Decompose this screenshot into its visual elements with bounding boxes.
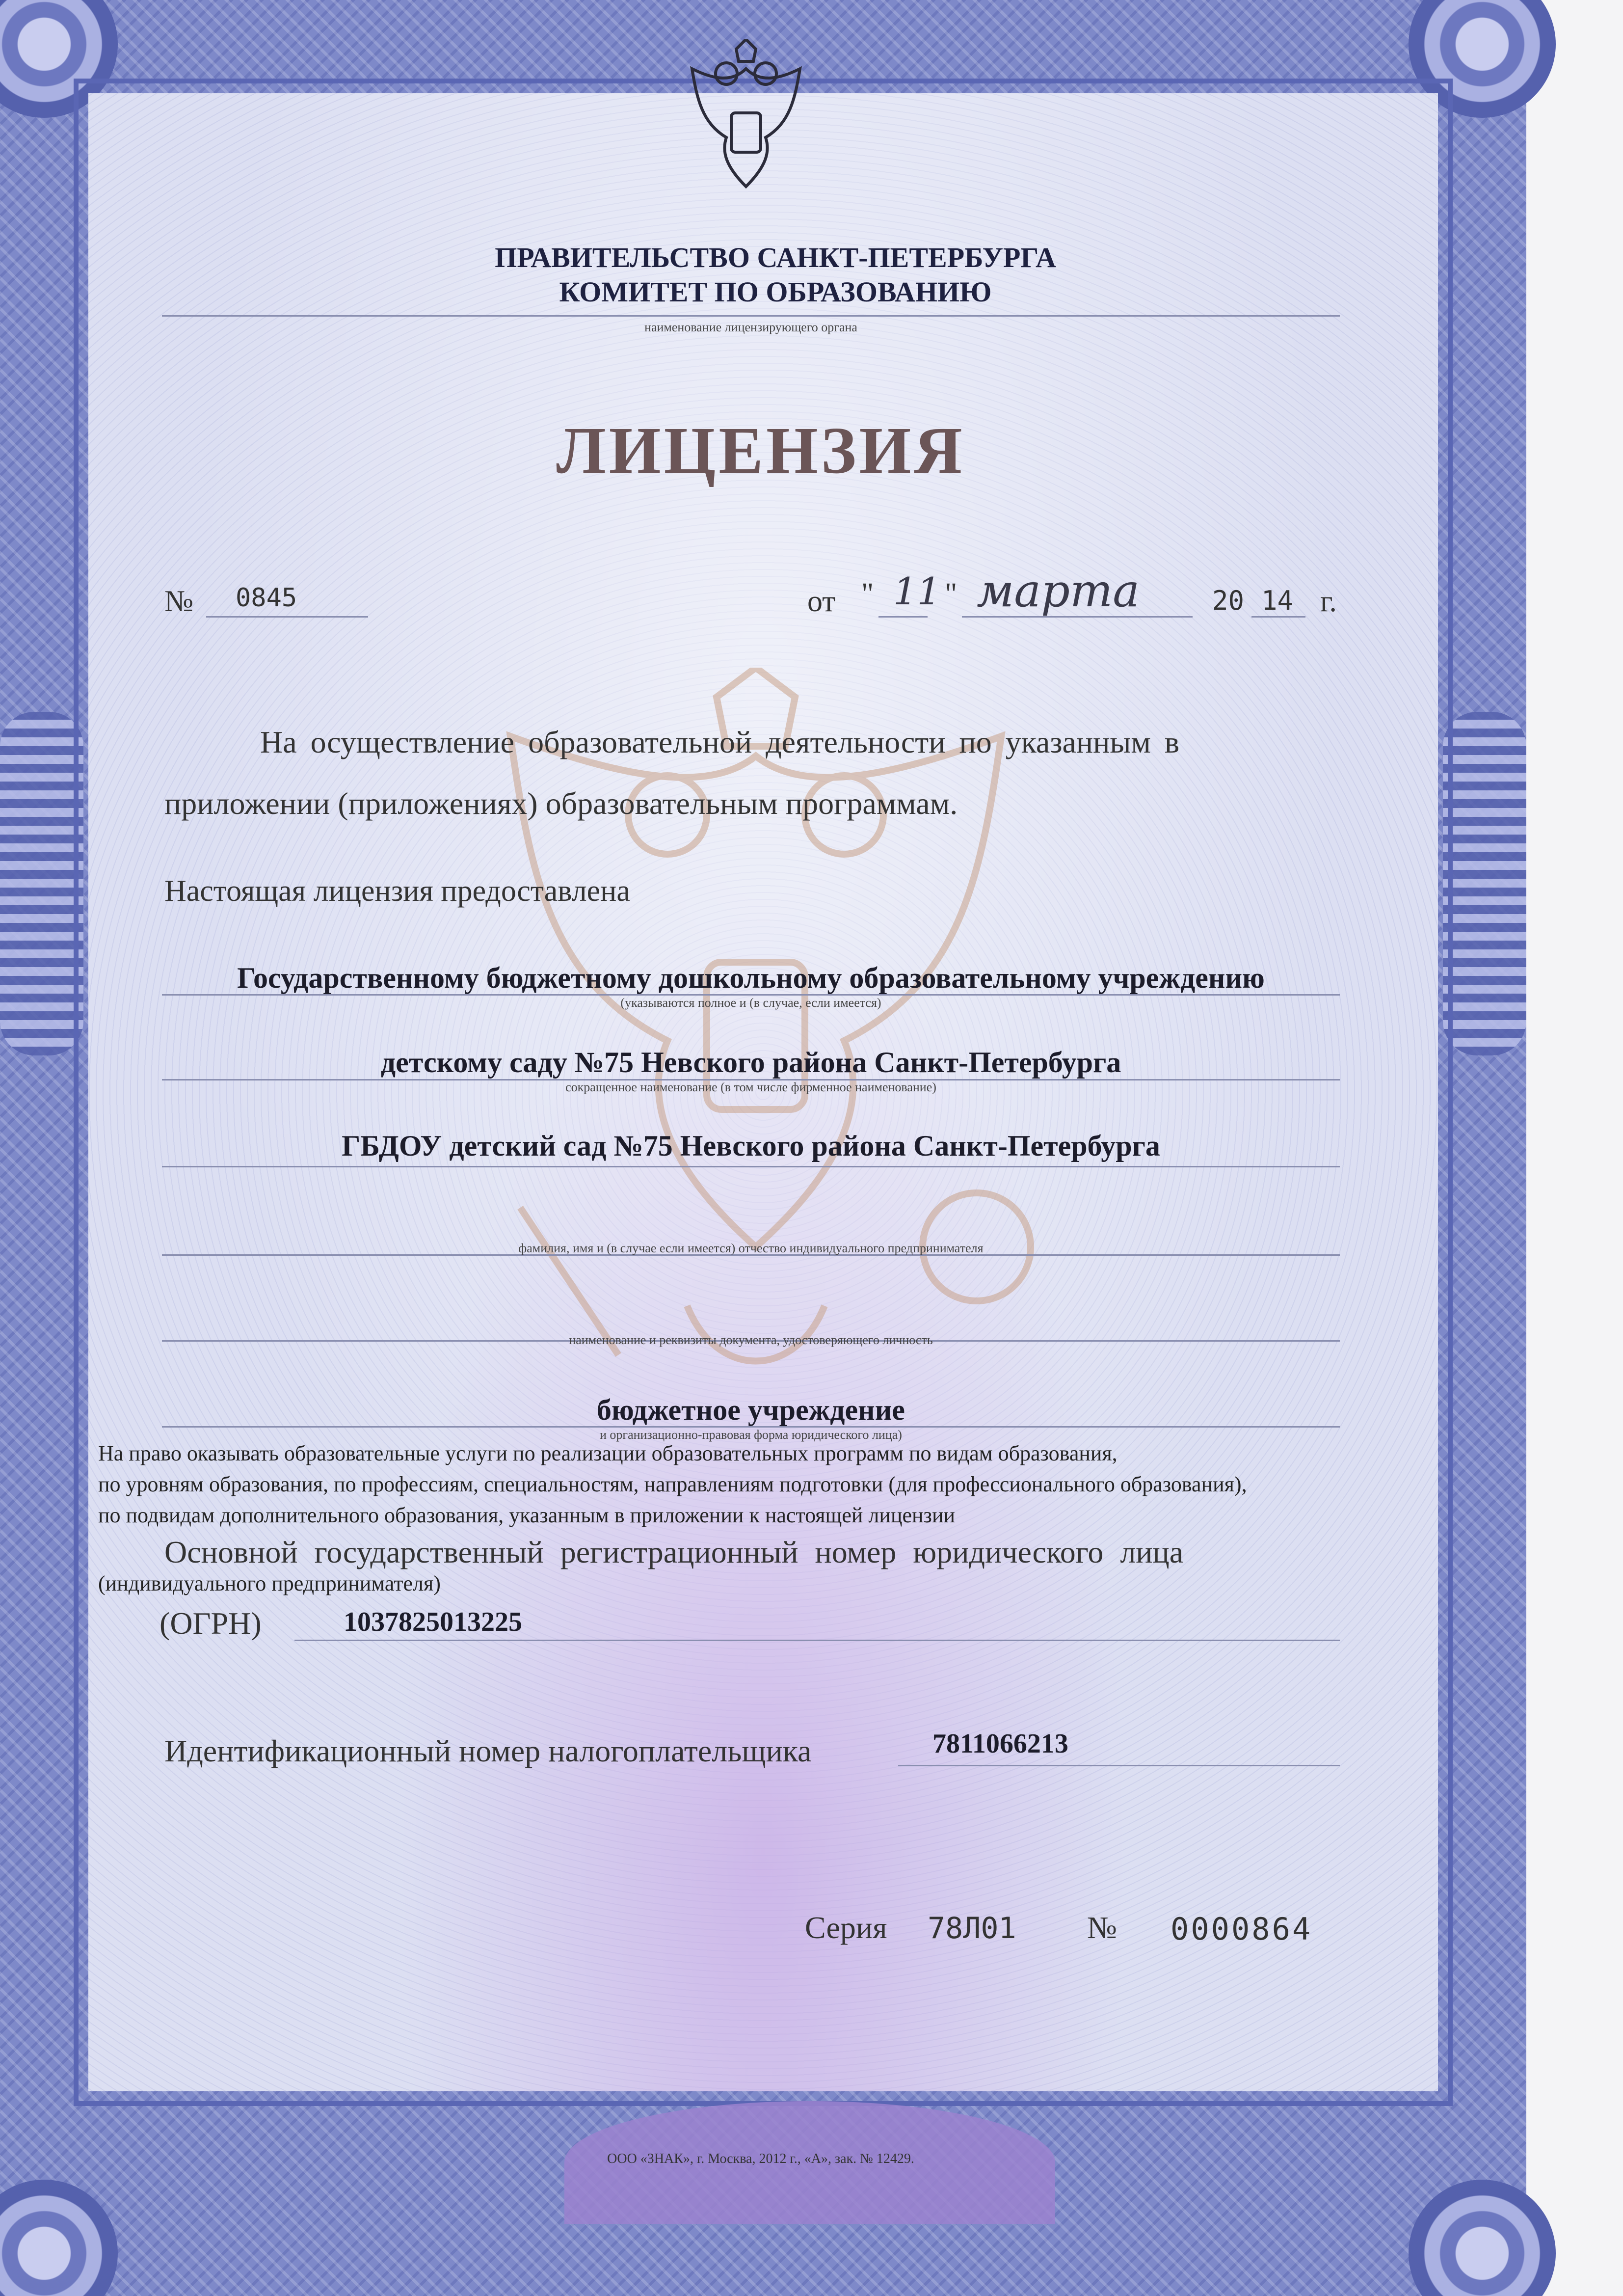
inn-value: 7811066213 (932, 1729, 1068, 1759)
rights-line-1: На право оказывать образовательные услуги по реализации образовательных программ по видам образования, (98, 1441, 1117, 1465)
year-underline (1251, 616, 1305, 618)
series-value: 78Л01 (928, 1911, 1016, 1945)
ogrn-abbr: (ОГРН) (160, 1606, 262, 1641)
rights-line-3: по подвидам дополнительного образования, указанным в приложении к настоящей лицензии (98, 1503, 956, 1527)
ogrn-value: 1037825013225 (344, 1607, 522, 1637)
side-ornament-left (0, 712, 83, 1055)
government-name: ПРАВИТЕЛЬСТВО САНКТ-ПЕТЕРБУРГА (495, 242, 1056, 273)
caption-entrepreneur: фамилия, имя и (в случае если имеется) отчество индивидуального предпринимателя (518, 1241, 984, 1255)
inn-label: Идентификационный номер налогоплательщика (164, 1733, 812, 1768)
license-month: марта (977, 565, 1140, 617)
corner-ornament-bottom-right (1409, 2180, 1556, 2296)
caption-legal-form: и организационно-правовая форма юридического лица) (600, 1428, 902, 1442)
series-number-label: № (1087, 1910, 1117, 1945)
year-unit: г. (1320, 585, 1337, 618)
page-title: ЛИЦЕНЗИЯ (556, 414, 965, 487)
inn-underline (898, 1765, 1340, 1766)
issuing-authority (344, 241, 1207, 309)
year-suffix: 14 (1261, 585, 1294, 616)
quote-close: " (945, 577, 958, 611)
corner-ornament-bottom-left (0, 2180, 118, 2296)
holder-full-name-line-2: детскому саду №75 Невского района Санкт-Петербурга (380, 1046, 1121, 1079)
legal-form: бюджетное учреждение (597, 1394, 905, 1426)
series-number: 0000864 (1171, 1911, 1313, 1947)
date-prefix: от (807, 585, 836, 618)
caption-short-name: сокращенное наименование (в том числе фирменное наименование) (565, 1080, 936, 1094)
granted-to-label: Настоящая лицензия предоставлена (164, 874, 630, 908)
license-day: 11 (893, 569, 941, 613)
quote-open: " (861, 577, 874, 611)
side-ornament-right (1443, 712, 1526, 1055)
purpose-line-1: На осуществление образовательной деятельности по указанным в (260, 725, 1180, 759)
caption-full-name: (указываются полное и (в случае, если имеется) (620, 996, 881, 1010)
holder-short-name: ГБДОУ детский сад №75 Невского района Санкт-Петербурга (342, 1130, 1160, 1162)
rights-line-2: по уровням образования, по профессиям, специальностям, направлениям подготовки (для профессионального образования), (98, 1472, 1247, 1496)
purpose-line-2: приложении (приложениях) образовательным программам. (164, 786, 958, 821)
caption-document: наименование и реквизиты документа, удостоверяющего личность (569, 1333, 933, 1347)
holder-full-name-line-1: Государственному бюджетному дошкольному образовательному учреждению (237, 962, 1265, 994)
series-label: Серия (805, 1910, 887, 1945)
license-number: 0845 (236, 583, 297, 613)
number-underline (206, 616, 368, 618)
day-underline (878, 616, 928, 618)
ogrn-label-line-1: Основной государственный регистрационный номер юридического лица (164, 1535, 1184, 1569)
short-name-underline (162, 1166, 1340, 1167)
caption-authority: наименование лицензирующего органа (644, 320, 857, 334)
coat-of-arms-emblem (672, 39, 820, 201)
ogrn-label-line-2: (индивидуального предпринимателя) (98, 1571, 441, 1595)
number-prefix: № (164, 585, 194, 618)
printer-imprint: ООО «ЗНАК», г. Москва, 2012 г., «А», зак. № 12429. (607, 2151, 914, 2166)
month-underline (962, 616, 1193, 618)
ogrn-underline (294, 1640, 1340, 1641)
committee-name: КОМИТЕТ ПО ОБРАЗОВАНИЮ (559, 276, 992, 308)
year-prefix: 20 (1212, 585, 1245, 616)
authority-underline (162, 315, 1340, 317)
